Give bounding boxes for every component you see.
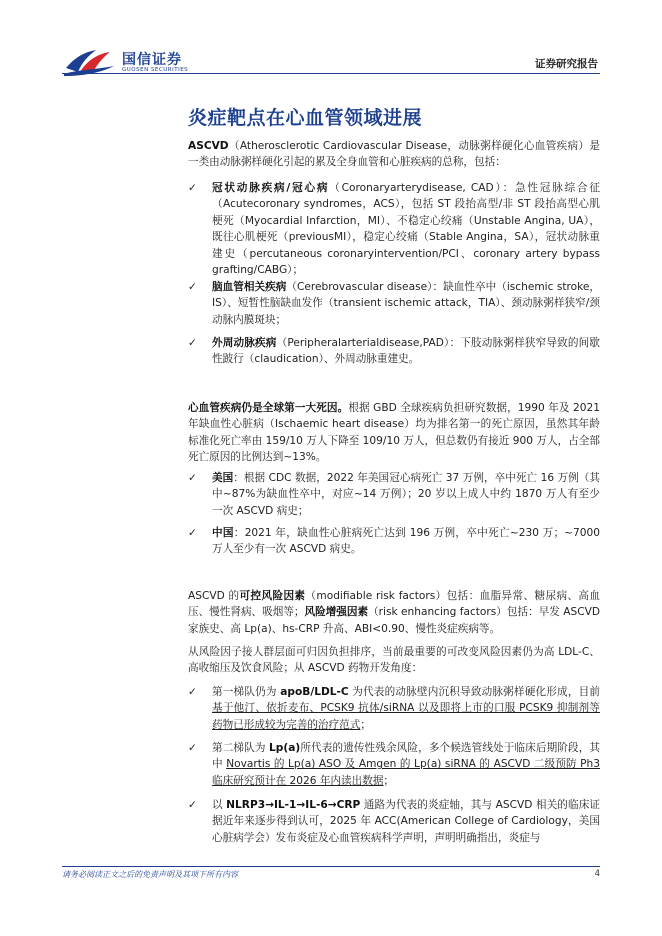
bullet-text: （Coronaryarterydisease, CAD）：急性冠脉综合征（Acutecoronary syndromes，ACS），包括 ST 段抬高型/非 ST 段抬高型心肌梗死（Myocardial Infarction，MI）、不稳定心绞痛（Unstable Angina, UA），既往心肌梗死（previousMI），稳定心绞痛（Stable Angina，SA），冠状动脉重建史（percutaneous coronaryintervention/PCI、coronary artery bypass grafting/CABG）； — [212, 182, 600, 277]
guosen-logo — [62, 44, 192, 84]
report-type-label: 证券研究报告 — [535, 58, 598, 70]
page-header — [0, 0, 662, 80]
tier-text-2: 通路为代表的炎症轴，其与 ASCVD 相关的临床证据近年来逐步得到认可，2025 年 ACC(American College of Cardiology，美国心脏病学会）发布炎症及心血管疾病科学声明，声明明确指出，炎症与 — [212, 799, 600, 844]
intro-bold: ASCVD — [188, 140, 229, 152]
tier-bold: NLRP3→IL-1→IL-6→CRP — [226, 799, 361, 811]
check-icon: ✓ — [188, 686, 197, 698]
risk-text-3: （risk enhancing factors）包括：早发 ASCVD 家族史、高 Lp(a)、hs-CRP 升高、ABI<0.90、慢性炎症疾病等。 — [188, 606, 600, 635]
bullet-text: ：2021 年，缺血性心脏病死亡达到 196 万例，卒中死亡~230 万；~7000 万人至少有一次 ASCVD 病史。 — [212, 527, 600, 556]
bullet-bold: 脑血管相关疾病 — [212, 281, 287, 293]
bullet-text: （Peripheralarterialdisease,PAD）：下肢动脉粥样狭窄导致的间歇性跛行（claudication）、外周动脉重建史。 — [212, 337, 601, 366]
check-icon: ✓ — [188, 281, 197, 293]
death-text: 根据 GBD 全球疾病负担研究数据，1990 年及 2021 年缺血性心脏病（Ischaemic heart disease）均为排名第一的死亡原因，虽然其年龄标准化死亡率由 159/10 万人下降至 109/10 万人，但总数仍有接近 900 万人，占全部死亡原因的比例达到~13%。 — [188, 402, 601, 464]
bullet-bold: 冠状动脉疾病/冠心病 — [212, 182, 330, 194]
check-icon: ✓ — [188, 182, 197, 194]
disclaimer-note: 请务必阅读正文之后的免责声明及其项下所有内容 — [62, 870, 238, 879]
check-icon: ✓ — [188, 527, 197, 539]
bullet-text: （Cerebrovascular disease）：缺血性卒中（ischemic stroke，IS）、短暂性脑缺血发作（transient ischemic attack，TIA）、颈动脉粥样狭窄/颈动脉内膜斑块； — [212, 281, 600, 326]
intro-text: （Atherosclerotic Cardiovascular Disease，动脉粥样硬化心血管疾病）是一类由动脉粥样硬化引起的累及全身血管和心脏疾病的总称，包括： — [188, 140, 600, 169]
check-icon: ✓ — [188, 337, 197, 349]
risk-bold-2: 风险增强因素 — [304, 606, 369, 619]
header-divider — [62, 73, 600, 74]
pipeline-intro-paragraph — [188, 644, 600, 677]
tier-text-1: 第二梯队为 — [212, 742, 270, 754]
logo-text-cn: 国信证券 — [122, 52, 182, 68]
tier-text-1: 第一梯队仍为 — [212, 686, 281, 698]
death-bold: 心血管疾病仍是全球第一大死因。 — [188, 402, 349, 414]
footer-divider — [62, 866, 600, 867]
death-paragraph — [188, 400, 600, 466]
tier-bold: Lp(a) — [269, 742, 301, 754]
check-icon: ✓ — [188, 742, 197, 754]
risk-bold-1: 可控风险因素 — [239, 590, 306, 602]
risk-factors-paragraph — [188, 588, 600, 637]
tier-text-3: ； — [360, 718, 371, 731]
bullet-bold: 美国 — [212, 472, 234, 484]
tier-text-1: 以 — [212, 799, 227, 811]
bullet-text: ：根据 CDC 数据，2022 年美国冠心病死亡 37 万例，卒中死亡 16 万例（其中~87%为缺血性卒中，对应~14 万例）；20 岁以上成人中约 1870 万人有至少一次 ASCVD 病史； — [212, 472, 600, 517]
tier-underlined: 基于他汀、依折麦布、PCSK9 抗体/siRNA 以及即将上市的口服 PCSK9 抑制剂等药物已形成较为完善的治疗范式 — [212, 702, 600, 731]
section-title: 炎症靶点在心血管领域进展 — [188, 107, 423, 129]
tier-text-3: ； — [383, 774, 395, 787]
tier-text-2: 为代表的动脉壁内沉积导致动脉粥样硬化形成，目前 — [348, 686, 600, 698]
check-icon: ✓ — [188, 472, 197, 484]
check-icon: ✓ — [188, 799, 197, 811]
tier-bold: apoB/LDL-C — [280, 686, 349, 698]
logo-text-en: GUOSEN SECURITIES — [122, 67, 189, 73]
risk-text-2: （modifiable risk factors）包括：血脂异常、糖尿病、高血压、慢性肾病、吸烟等； — [188, 590, 601, 619]
page-number: 4 — [594, 869, 600, 879]
bullet-bold: 中国 — [212, 527, 234, 539]
tier-text-2: 所代表的遗传性残余风险，多个候选管线处于临床后期阶段，其中 — [212, 742, 601, 771]
pipeline-intro-text: 从风险因子接人群层面可归因负担排序，当前最重要的可改变风险因素仍为高 LDL-C、高收缩压及饮食风险；从 ASCVD 药物开发角度： — [188, 646, 600, 675]
intro-paragraph — [188, 138, 600, 171]
bullet-bold: 外周动脉疾病 — [212, 337, 277, 349]
risk-text-1: ASCVD 的 — [188, 590, 240, 602]
tier-underlined: Novartis 的 Lp(a) ASO 及 Amgen 的 Lp(a) siRNA 的 ASCVD 二级预防 Ph3 临床研究预计在 2026 年内读出数据 — [212, 758, 600, 787]
